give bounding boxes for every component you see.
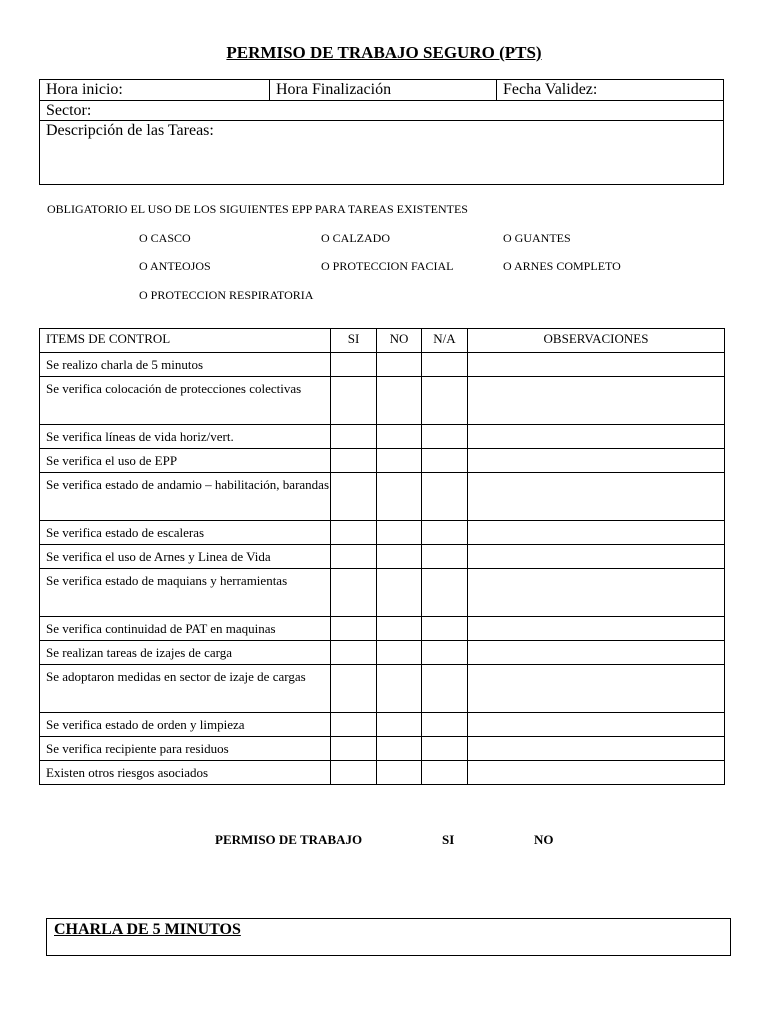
- table-row: [40, 545, 725, 569]
- si-cell[interactable]: [331, 641, 377, 665]
- na-cell[interactable]: [422, 713, 468, 737]
- hora-inicio-field[interactable]: [40, 80, 270, 100]
- col-observaciones-header: OBSERVACIONES: [468, 329, 725, 353]
- col-si-header: SI: [331, 329, 377, 353]
- si-cell[interactable]: [331, 617, 377, 641]
- no-cell[interactable]: [377, 761, 422, 785]
- no-cell[interactable]: [377, 665, 422, 713]
- no-cell[interactable]: [377, 521, 422, 545]
- na-cell[interactable]: [422, 353, 468, 377]
- observaciones-cell[interactable]: [468, 641, 725, 665]
- na-cell[interactable]: [422, 377, 468, 425]
- fecha-validez-label: Fecha Validez:: [503, 81, 598, 98]
- si-cell[interactable]: [331, 569, 377, 617]
- si-cell[interactable]: [331, 449, 377, 473]
- charla-box[interactable]: [46, 918, 731, 956]
- observaciones-cell[interactable]: [468, 713, 725, 737]
- na-cell[interactable]: [422, 425, 468, 449]
- control-table-header: [40, 329, 725, 353]
- fecha-validez-field[interactable]: [497, 80, 723, 100]
- observaciones-cell[interactable]: [468, 473, 725, 521]
- charla-title: CHARLA DE 5 MINUTOS: [54, 921, 241, 938]
- control-item-label: Se verifica estado de escaleras: [40, 521, 331, 545]
- control-item-label: Se adoptaron medidas en sector de izaje de cargas: [40, 665, 331, 713]
- descripcion-field[interactable]: [40, 121, 723, 141]
- observaciones-cell[interactable]: [468, 617, 725, 641]
- table-row: [40, 665, 725, 713]
- header-box: [39, 79, 724, 185]
- no-cell[interactable]: [377, 569, 422, 617]
- permiso-label: PERMISO DE TRABAJO: [215, 832, 363, 847]
- no-cell[interactable]: [377, 545, 422, 569]
- na-cell[interactable]: [422, 545, 468, 569]
- control-item-label: Se verifica continuidad de PAT en maquinas: [40, 617, 331, 641]
- na-cell[interactable]: [422, 473, 468, 521]
- no-cell[interactable]: [377, 737, 422, 761]
- si-cell[interactable]: [331, 761, 377, 785]
- control-item-label: Se verifica líneas de vida horiz/vert.: [40, 425, 331, 449]
- col-items-header: ITEMS DE CONTROL: [40, 329, 331, 353]
- si-cell[interactable]: [331, 377, 377, 425]
- epp-arnes-completo-option[interactable]: O ARNES COMPLETO: [503, 259, 621, 273]
- control-item-label: Se verifica recipiente para residuos: [40, 737, 331, 761]
- no-cell[interactable]: [377, 353, 422, 377]
- observaciones-cell[interactable]: [468, 449, 725, 473]
- control-item-label: Se verifica estado de andamio – habilitación, barandas: [40, 473, 331, 521]
- si-cell[interactable]: [331, 737, 377, 761]
- observaciones-cell[interactable]: [468, 761, 725, 785]
- control-item-label: Se verifica el uso de EPP: [40, 449, 331, 473]
- table-row: [40, 377, 725, 425]
- no-cell[interactable]: [377, 617, 422, 641]
- table-row: [40, 713, 725, 737]
- control-item-label: Se verifica el uso de Arnes y Linea de Vida: [40, 545, 331, 569]
- table-row: [40, 353, 725, 377]
- table-row: [40, 641, 725, 665]
- na-cell[interactable]: [422, 641, 468, 665]
- na-cell[interactable]: [422, 521, 468, 545]
- epp-proteccion-facial-option[interactable]: O PROTECCION FACIAL: [321, 259, 454, 273]
- epp-casco-option[interactable]: O CASCO: [139, 231, 191, 245]
- control-item-label: Se verifica estado de maquians y herramientas: [40, 569, 331, 617]
- sector-label: Sector:: [46, 102, 92, 119]
- descripcion-label: Descripción de las Tareas:: [46, 122, 214, 139]
- table-row: [40, 737, 725, 761]
- table-row: [40, 425, 725, 449]
- table-row: [40, 761, 725, 785]
- observaciones-cell[interactable]: [468, 425, 725, 449]
- na-cell[interactable]: [422, 617, 468, 641]
- epp-anteojos-option[interactable]: O ANTEOJOS: [139, 259, 211, 273]
- header-time-row: [40, 80, 723, 101]
- table-row: [40, 569, 725, 617]
- sector-field[interactable]: [40, 101, 723, 121]
- table-row: [40, 617, 725, 641]
- hora-fin-label: Hora Finalización: [276, 81, 392, 98]
- na-cell[interactable]: [422, 737, 468, 761]
- si-cell[interactable]: [331, 665, 377, 713]
- control-item-label: Se realizan tareas de izajes de carga: [40, 641, 331, 665]
- epp-guantes-option[interactable]: O GUANTES: [503, 231, 571, 245]
- control-item-label: Se verifica estado de orden y limpieza: [40, 713, 331, 737]
- table-row: [40, 473, 725, 521]
- no-cell[interactable]: [377, 449, 422, 473]
- observaciones-cell[interactable]: [468, 521, 725, 545]
- na-cell[interactable]: [422, 569, 468, 617]
- observaciones-cell[interactable]: [468, 569, 725, 617]
- si-cell[interactable]: [331, 521, 377, 545]
- permiso-si-option[interactable]: SI: [442, 832, 455, 847]
- permiso-no-option[interactable]: NO: [534, 832, 554, 847]
- no-cell[interactable]: [377, 473, 422, 521]
- observaciones-cell[interactable]: [468, 737, 725, 761]
- no-cell[interactable]: [377, 713, 422, 737]
- hora-inicio-label: Hora inicio:: [46, 81, 123, 98]
- col-no-header: NO: [377, 329, 422, 353]
- na-cell[interactable]: [422, 665, 468, 713]
- table-row: [40, 521, 725, 545]
- observaciones-cell[interactable]: [468, 353, 725, 377]
- control-item-label: Se realizo charla de 5 minutos: [40, 353, 331, 377]
- si-cell[interactable]: [331, 425, 377, 449]
- hora-fin-field[interactable]: [270, 80, 497, 100]
- na-cell[interactable]: [422, 761, 468, 785]
- no-cell[interactable]: [377, 377, 422, 425]
- observaciones-cell[interactable]: [468, 665, 725, 713]
- observaciones-cell[interactable]: [468, 377, 725, 425]
- table-row: [40, 449, 725, 473]
- si-cell[interactable]: [331, 545, 377, 569]
- epp-calzado-option[interactable]: O CALZADO: [321, 231, 390, 245]
- si-cell[interactable]: [331, 353, 377, 377]
- control-item-label: Existen otros riesgos asociados: [40, 761, 331, 785]
- control-item-label: Se verifica colocación de protecciones colectivas: [40, 377, 331, 425]
- si-cell[interactable]: [331, 713, 377, 737]
- no-cell[interactable]: [377, 641, 422, 665]
- control-table: [39, 328, 725, 785]
- observaciones-cell[interactable]: [468, 545, 725, 569]
- col-na-header: N/A: [422, 329, 468, 353]
- si-cell[interactable]: [331, 473, 377, 521]
- epp-title: OBLIGATORIO EL USO DE LOS SIGUIENTES EPP PARA TAREAS EXISTENTES: [47, 202, 468, 216]
- epp-proteccion-respiratoria-option[interactable]: O PROTECCION RESPIRATORIA: [139, 288, 314, 302]
- document-title: PERMISO DE TRABAJO SEGURO (PTS): [226, 43, 542, 62]
- no-cell[interactable]: [377, 425, 422, 449]
- na-cell[interactable]: [422, 449, 468, 473]
